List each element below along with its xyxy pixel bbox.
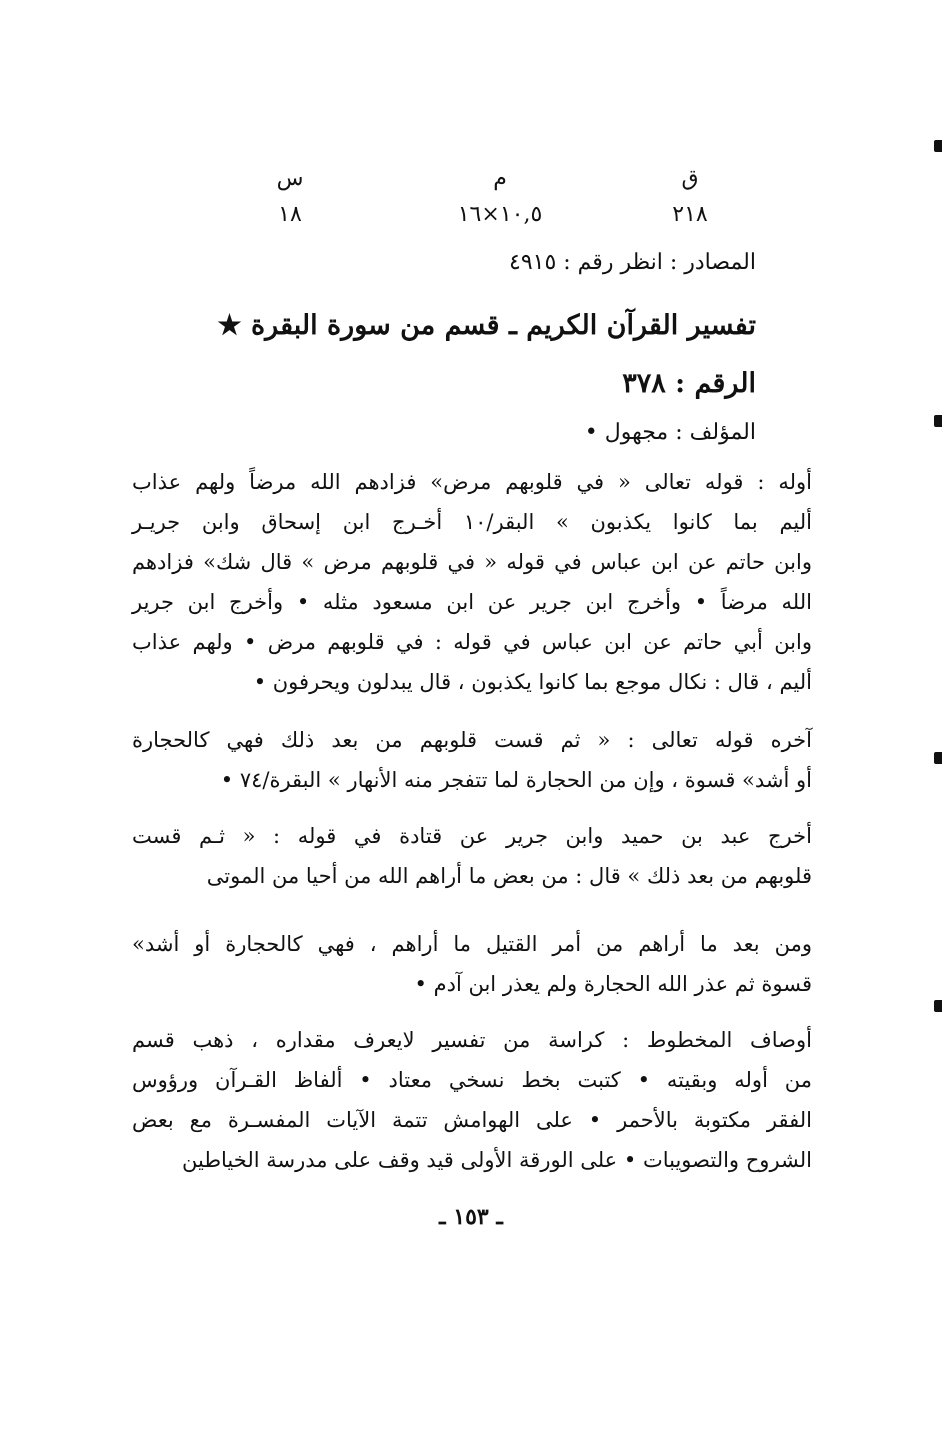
entry-number: الرقم : ٣٧٨ [622, 368, 756, 399]
page-edge-mark [934, 415, 942, 427]
text-line: آخره قوله تعالى : « ثم قست قلوبهم من بعد ذلك فهي كالحجارة [132, 728, 812, 752]
text-line: قلوبهم من بعد ذلك » قال : من بعض ما أراهم الله من أحيا من الموتى [206, 864, 812, 888]
text-line: الشروح والتصويبات • على الورقة الأولى قيد وقف على مدرسة الخياطين [182, 1148, 812, 1172]
text-line: من أوله وبقيته • كتبت بخط نسخي معتاد • ألفاظ القـرآن ورؤوس [132, 1068, 812, 1092]
text-line: أو أشد» قسوة ، وإن من الحجارة لما تتفجر منه الأنهار » البقرة/٧٤ • [220, 768, 812, 792]
value-q: ٢١٨ [672, 202, 708, 227]
value-m: ١٠,٥×١٦ [457, 202, 543, 227]
text-line: أليم ، قال : نكال موجع بما كانوا يكذبون ، قال يبدلون ويحرفون • [253, 670, 812, 694]
text-line: ومن بعد ما أراهم من أمر القتيل ما أراهم ، فهي كالحجارة أو أشد» [132, 932, 812, 956]
label-q: ق [681, 166, 699, 191]
explicit-continuation-paragraph [132, 816, 812, 896]
entry-title: تفسير القرآن الكريم ـ قسم من سورة البقرة ★ [217, 310, 756, 341]
sources-line: المصادر : انظر رقم : ٤٩١٥ [509, 250, 756, 275]
page-number: ـ ١٥٣ ـ [439, 1204, 503, 1230]
text-line: أخرج عبد بن حميد وابن جرير عن قتادة في قوله : « ثـم قست [132, 824, 812, 848]
label-s: س [276, 166, 304, 191]
incipit-paragraph [132, 462, 812, 702]
page-edge-mark [934, 1000, 942, 1012]
text-line: وابن أبي حاتم عن ابن عباس في قوله : في قلوبهم مرض • ولهم عذاب [132, 630, 812, 654]
explicit-end-paragraph [132, 924, 812, 1004]
text-line: وابن حاتم عن ابن عباس في قوله « في قلوبهم مرض » قال شك» فزادهم [132, 550, 812, 574]
author-line: المؤلف : مجهول • [584, 420, 756, 445]
text-line: الله مرضاً • وأخرج ابن جرير عن ابن مسعود مثله • وأخرج ابن جرير [132, 590, 812, 614]
value-s: ١٨ [278, 202, 302, 227]
text-line: أليم بما كانوا يكذبون » البقر/١٠ أخـرج ابن إسحاق وابن جريـر [132, 510, 812, 534]
text-line: قسوة ثم عذر الله الحجارة ولم يعذر ابن آدم • [414, 972, 812, 996]
page-edge-mark [934, 752, 942, 764]
text-line: الفقر مكتوبة بالأحمر • على الهوامش تتمة الآيات المفسـرة مع بعض [132, 1108, 812, 1132]
label-m: م [493, 166, 507, 191]
page-edge-mark [934, 140, 942, 152]
manuscript-description-paragraph [132, 1020, 812, 1180]
explicit-paragraph [132, 720, 812, 800]
text-line: أوله : قوله تعالى « في قلوبهم مرض» فزادهم الله مرضاً ولهم عذاب [132, 470, 812, 494]
text-line: أوصاف المخطوط : كراسة من تفسير لايعرف مقداره ، ذهب قسم [132, 1028, 812, 1052]
